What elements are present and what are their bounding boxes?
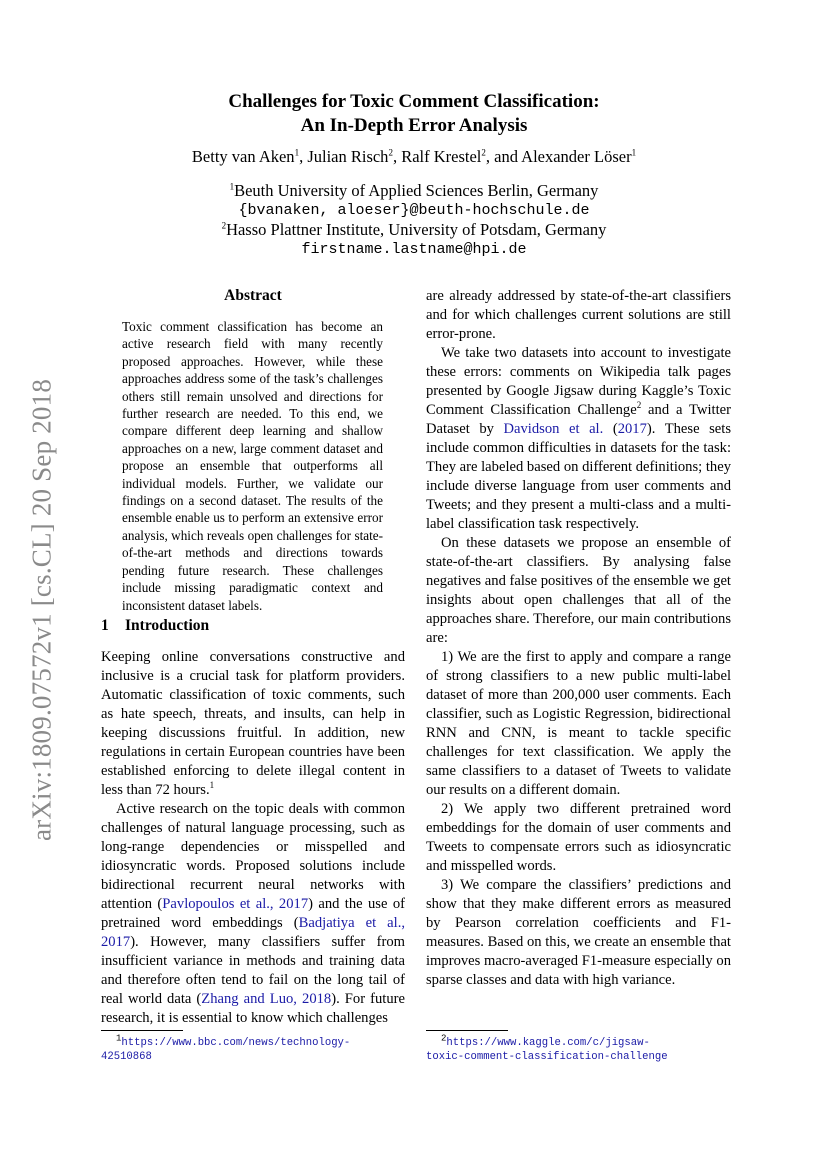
author-name: Julian Risch xyxy=(307,147,389,166)
footnote-mark: 2 xyxy=(441,1033,447,1044)
left-column-body xyxy=(101,648,405,1028)
intro-paragraph-continued: are already addressed by state-of-the-art classifiers and for which challenges current solutions are still error-prone. xyxy=(426,288,731,342)
author-list: Betty van Aken$^1$, Julian Risch$^2$, Ralf Krestel$^2$, and Alexander Löser$^1$ xyxy=(191,147,637,166)
author-affiliation-mark: 2 xyxy=(388,147,393,158)
affiliation-2-email: firstname.lastname@hpi.de xyxy=(301,241,527,258)
affiliation-2 xyxy=(0,220,828,240)
footnote-mark: 2 xyxy=(636,400,642,411)
section-number: 1 xyxy=(101,617,109,634)
author-name: Betty van Aken xyxy=(191,147,295,166)
arxiv-sidebar xyxy=(12,360,72,860)
footnote-1 xyxy=(101,1033,401,1064)
footnote-2 xyxy=(426,1033,736,1064)
footnote-1-url-part-1[interactable]: https://www.bbc.com/news/technology- xyxy=(121,1037,351,1049)
arxiv-identifier: arXiv:1809.07572v1 [cs.CL] 20 Sep 2018 xyxy=(26,378,57,842)
footnote-2-url-part-2[interactable]: toxic-comment-classification-challenge xyxy=(426,1051,668,1063)
abstract-text: Toxic comment classification has become an active research field with many recently proposed approaches. However, while these approaches address some of the task’s challenges others still remain unsolved and directions for further research are needed. To this end, we compare different deep learning and shallow approaches on a new, large comment dataset and propose an ensemble that outperforms all individual models. Further, we validate our findings on a second dataset. The results of the ensemble enable us to perform an extensive error analysis, which reveals open challenges for state-of-the-art methods and directions towards pending future research. These challenges include missing paradigmatic context and inconsistent dataset labels. xyxy=(122,319,383,613)
footnote-1-url-part-2[interactable]: 42510868 xyxy=(101,1051,152,1063)
footnote-mark: 1 xyxy=(209,780,215,791)
affiliation-1 xyxy=(0,181,828,201)
citation-year-link[interactable]: 2017 xyxy=(617,421,647,437)
section-title: Introduction xyxy=(125,617,210,634)
contribution-3: 3) We compare the classifiers’ predictions and show that they make different errors as measured by Pearson correlation coefficients and F1-measures. Based on this, we create an ensemble that improves macro-averaged F1-measure especially on sparse classes and data with high variance. xyxy=(426,877,731,988)
footnote-rule xyxy=(426,1030,508,1031)
author-affiliation-mark: 1 xyxy=(294,147,300,158)
intro-paragraph-ensemble: On these datasets we propose an ensemble of state-of-the-art classifiers. By analysing false negatives and false positives of the ensemble we get insights about open challenges that all of the approaches share. Therefore, our main contributions are: xyxy=(426,535,731,646)
footnote-mark: 1 xyxy=(116,1033,122,1044)
paper-title-line-1: Challenges for Toxic Comment Classification: xyxy=(228,91,600,112)
affiliation-mark: 2 xyxy=(221,220,227,231)
citation-link[interactable]: Badjatiya et al., 2017 xyxy=(101,915,405,950)
affiliation-1-email: {bvanaken, aloeser}@beuth-hochschule.de xyxy=(238,202,590,219)
abstract-heading: Abstract xyxy=(224,287,282,304)
author-affiliation-mark: 2 xyxy=(481,147,486,158)
intro-paragraph-datasets: We take two datasets into account to investigate these errors: comments on Wikipedia talk pages presented by Google Jigsaw during Kaggle’s Toxic Comment Classification Challenge$^2$ and a Twitter Dataset by Davidson et al. (2017). These sets include common difficulties in datasets for the task: They are labeled based on different definitions; they include diverse language from user comments and Tweets; and they present a multi-class and a multi-label classification task respectively. xyxy=(426,345,731,532)
intro-paragraph-2: Active research on the topic deals with common challenges of natural language processing, such as long-range dependencies or misspelled and idiosyncratic words. Proposed solutions include bidirectional recurrent neural networks with attention (Pavlopoulos et al., 2017) and the use of pretrained word embeddings (Badjatiya et al., 2017). However, many classifiers suffer from insufficient variance in methods and training data and therefore often tend to fail on the long tail of real world data (Zhang and Luo, 2018). For future research, it is essential to know which challenges xyxy=(101,801,405,1026)
author-name: Ralf Krestel xyxy=(401,147,482,166)
paper-title-line-2: An In-Depth Error Analysis xyxy=(300,115,528,136)
contribution-2: 2) We apply two different pretrained word embeddings for the domain of user comments and Tweets to compensate errors such as idiosyncratic and misspelled words. xyxy=(426,801,731,874)
footnote-rule xyxy=(101,1030,183,1031)
citation-link[interactable]: Pavlopoulos et al., 2017 xyxy=(162,896,309,912)
footnote-2-url-part-1[interactable]: https://www.kaggle.com/c/jigsaw- xyxy=(446,1037,650,1049)
section-heading xyxy=(101,617,209,635)
author-name: and Alexander Löser xyxy=(494,147,632,166)
citation-link[interactable]: Davidson et al. xyxy=(503,421,604,437)
affiliation-mark: 1 xyxy=(229,181,235,192)
right-column-body xyxy=(426,287,731,990)
intro-paragraph-1: Keeping online conversations constructive and inclusive is a crucial task for platform providers. Automatic classification of toxic comments, such as hate speech, threats, and insults, can help in keeping discussions fruitful. In addition, new regulations in certain European countries have been established enforcing to delete illegal content in less than 72 hours.$^1$ xyxy=(101,649,405,798)
author-affiliation-mark: 1 xyxy=(631,147,637,158)
affiliation-text: Hasso Plattner Institute, University of Potsdam, Germany xyxy=(226,220,607,239)
affiliation-text: Beuth University of Applied Sciences Berlin, Germany xyxy=(234,181,599,200)
citation-link[interactable]: Zhang and Luo, 2018 xyxy=(201,991,332,1007)
contribution-1: 1) We are the first to apply and compare a range of strong classifiers to a new public multi-label dataset of more than 200,000 user comments. Each classifier, such as Logistic Regression, bidirectional RNN and CNN, is meant to tackle specific challenges for text classification. We apply the same classifiers to a dataset of Tweets to validate our results on a different domain. xyxy=(426,649,731,798)
